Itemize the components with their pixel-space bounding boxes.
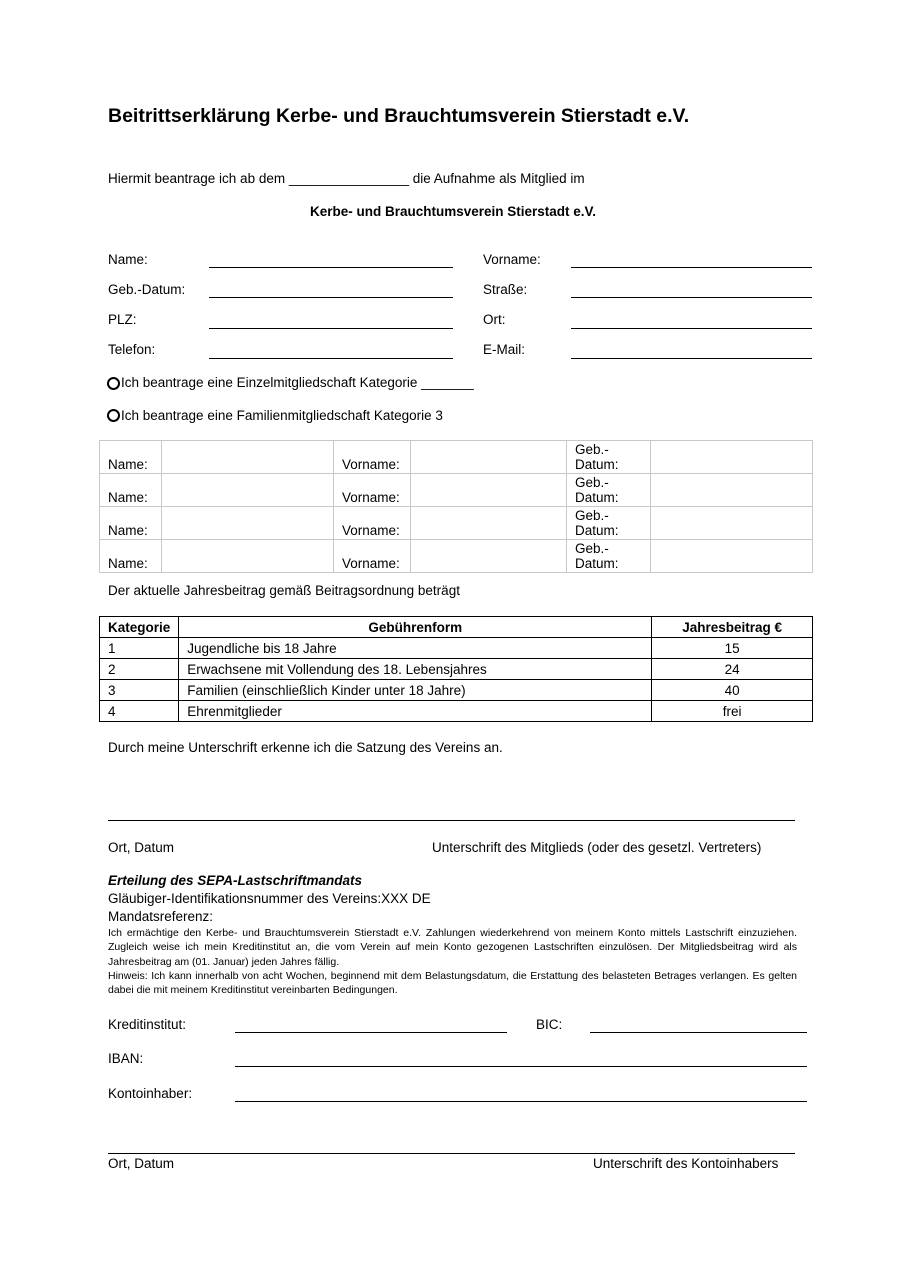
cell-name-input[interactable] bbox=[162, 540, 334, 573]
sepa-authorization-text: Ich ermächtige den Kerbe- und Brauchtumsverein Stierstadt e.V. Zahlungen wiederkehrend von meinem Konto mittels Lastschrift einzuziehen. Zugleich weise ich mein Kreditinstitut an, die vom Verein auf mein Konto gezogenen Lastschriften einzulösen. Der Mitgliedsbeitrag wird als Jahresbeitrag am (01. Januar) jeden Jahres fällig. bbox=[108, 927, 797, 968]
geb-datum-label: Geb.-Datum: bbox=[108, 282, 186, 297]
kontoinhaber-label: Kontoinhaber: bbox=[108, 1086, 193, 1101]
cell-geb-input[interactable] bbox=[651, 540, 813, 573]
sepa-text-block bbox=[108, 926, 797, 997]
table-row bbox=[100, 507, 813, 540]
plz-field[interactable] bbox=[209, 328, 453, 329]
cell-vorname-label: Vorname: bbox=[334, 441, 411, 474]
mandatsreferenz: Mandatsreferenz: bbox=[108, 909, 214, 924]
sepa-hint-text: Hinweis: Ich kann innerhalb von acht Wochen, beginnend mit dem Belastungsdatum, die Erstattung des belasteten Betrages verlangen. Es gelten dabei die mit meinem Kreditinstitut vereinbarten Bedingungen. bbox=[108, 969, 797, 997]
cell-jahresbeitrag: 15 bbox=[652, 638, 813, 659]
cell-vorname-input[interactable] bbox=[411, 540, 567, 573]
email-label: E-Mail: bbox=[483, 342, 526, 357]
cell-geb-input[interactable] bbox=[651, 441, 813, 474]
cell-name-label: Name: bbox=[100, 474, 162, 507]
table-row bbox=[100, 540, 813, 573]
vorname-label: Vorname: bbox=[483, 252, 541, 267]
option-familie-label: Ich beantrage eine Familienmitgliedschaft Kategorie 3 bbox=[121, 408, 443, 423]
intro-prefix: Hiermit beantrage ich ab dem bbox=[108, 171, 286, 186]
account-holder-signature-label: Unterschrift des Kontoinhabers bbox=[593, 1156, 779, 1171]
member-signature-line[interactable] bbox=[108, 820, 795, 821]
geb-label-1: Geb.- bbox=[575, 475, 609, 490]
name-field[interactable] bbox=[209, 267, 453, 268]
cell-vorname-input[interactable] bbox=[411, 507, 567, 540]
strasse-label: Straße: bbox=[483, 282, 528, 297]
radio-familienmitgliedschaft[interactable] bbox=[107, 409, 120, 422]
cell-geb-label bbox=[567, 474, 651, 507]
table-header-row bbox=[100, 617, 813, 638]
bic-field[interactable] bbox=[590, 1032, 807, 1033]
plz-label: PLZ: bbox=[108, 312, 137, 327]
cell-gebuehrenform: Erwachsene mit Vollendung des 18. Lebensjahres bbox=[179, 659, 652, 680]
cell-vorname-input[interactable] bbox=[411, 441, 567, 474]
geb-label-1: Geb.- bbox=[575, 508, 609, 523]
table-row bbox=[100, 680, 813, 701]
family-members-table bbox=[99, 440, 813, 573]
radio-einzelmitgliedschaft[interactable] bbox=[107, 377, 120, 390]
cell-kategorie: 3 bbox=[100, 680, 179, 701]
table-row bbox=[100, 659, 813, 680]
satzung-text: Durch meine Unterschrift erkenne ich die Satzung des Vereins an. bbox=[108, 740, 503, 755]
table-row bbox=[100, 701, 813, 722]
cell-jahresbeitrag: 40 bbox=[652, 680, 813, 701]
cell-geb-label bbox=[567, 540, 651, 573]
cell-vorname-label: Vorname: bbox=[334, 540, 411, 573]
intro-line bbox=[108, 171, 585, 186]
kreditinstitut-field[interactable] bbox=[235, 1032, 507, 1033]
ort-datum-label-1: Ort, Datum bbox=[108, 840, 175, 855]
strasse-field[interactable] bbox=[571, 297, 812, 298]
member-signature-label: Unterschrift des Mitglieds (oder des gesetzl. Vertreters) bbox=[432, 840, 762, 855]
iban-label: IBAN: bbox=[108, 1051, 144, 1066]
cell-vorname-label: Vorname: bbox=[334, 507, 411, 540]
cell-name-input[interactable] bbox=[162, 507, 334, 540]
cell-kategorie: 2 bbox=[100, 659, 179, 680]
geb-label-1: Geb.- bbox=[575, 442, 609, 457]
geb-label-1: Geb.- bbox=[575, 541, 609, 556]
intro-suffix: die Aufnahme als Mitglied im bbox=[412, 171, 585, 186]
ort-field[interactable] bbox=[571, 328, 812, 329]
cell-name-label: Name: bbox=[100, 441, 162, 474]
cell-gebuehrenform: Familien (einschließlich Kinder unter 18 Jahre) bbox=[179, 680, 652, 701]
table-row bbox=[100, 441, 813, 474]
ort-datum-label-2: Ort, Datum bbox=[108, 1156, 175, 1171]
cell-kategorie: 1 bbox=[100, 638, 179, 659]
table-row bbox=[100, 474, 813, 507]
cell-geb-input[interactable] bbox=[651, 474, 813, 507]
cell-gebuehrenform: Jugendliche bis 18 Jahre bbox=[179, 638, 652, 659]
fee-intro: Der aktuelle Jahresbeitrag gemäß Beitragsordnung beträgt bbox=[108, 583, 460, 598]
fee-table bbox=[99, 616, 813, 722]
cell-vorname-label: Vorname: bbox=[334, 474, 411, 507]
telefon-label: Telefon: bbox=[108, 342, 156, 357]
bic-label: BIC: bbox=[536, 1017, 563, 1032]
cell-vorname-input[interactable] bbox=[411, 474, 567, 507]
cell-name-label: Name: bbox=[100, 507, 162, 540]
cell-gebuehrenform: Ehrenmitglieder bbox=[179, 701, 652, 722]
telefon-field[interactable] bbox=[209, 358, 453, 359]
geb-label-2: Datum: bbox=[575, 556, 619, 571]
cell-jahresbeitrag: 24 bbox=[652, 659, 813, 680]
geb-label-2: Datum: bbox=[575, 457, 619, 472]
start-date-blank[interactable]: ________________ bbox=[288, 171, 409, 186]
header-jahresbeitrag: Jahresbeitrag € bbox=[652, 617, 813, 638]
option-einzel-label: Ich beantrage eine Einzelmitgliedschaft Kategorie _______ bbox=[121, 375, 474, 390]
ort-label: Ort: bbox=[483, 312, 506, 327]
iban-field[interactable] bbox=[235, 1066, 807, 1067]
club-name: Kerbe- und Brauchtumsverein Stierstadt e.V. bbox=[309, 204, 597, 219]
geb-label-2: Datum: bbox=[575, 490, 619, 505]
cell-geb-label bbox=[567, 507, 651, 540]
page-title: Beitrittserklärung Kerbe- und Brauchtumsverein Stierstadt e.V. bbox=[108, 105, 690, 127]
header-gebuehrenform: Gebührenform bbox=[179, 617, 652, 638]
sepa-heading: Erteilung des SEPA-Lastschriftmandats bbox=[108, 873, 363, 888]
vorname-field[interactable] bbox=[571, 267, 812, 268]
geb-datum-field[interactable] bbox=[209, 297, 453, 298]
cell-name-input[interactable] bbox=[162, 441, 334, 474]
account-holder-signature-line[interactable] bbox=[108, 1153, 795, 1154]
kontoinhaber-field[interactable] bbox=[235, 1101, 807, 1102]
cell-kategorie: 4 bbox=[100, 701, 179, 722]
cell-name-label: Name: bbox=[100, 540, 162, 573]
cell-name-input[interactable] bbox=[162, 474, 334, 507]
kreditinstitut-label: Kreditinstitut: bbox=[108, 1017, 187, 1032]
cell-jahresbeitrag: frei bbox=[652, 701, 813, 722]
glaeubiger-id: Gläubiger-Identifikationsnummer des Vereins:XXX DE bbox=[108, 891, 431, 906]
cell-geb-input[interactable] bbox=[651, 507, 813, 540]
header-kategorie: Kategorie bbox=[100, 617, 179, 638]
cell-geb-label bbox=[567, 441, 651, 474]
geb-label-2: Datum: bbox=[575, 523, 619, 538]
email-field[interactable] bbox=[571, 358, 812, 359]
name-label: Name: bbox=[108, 252, 148, 267]
table-row bbox=[100, 638, 813, 659]
